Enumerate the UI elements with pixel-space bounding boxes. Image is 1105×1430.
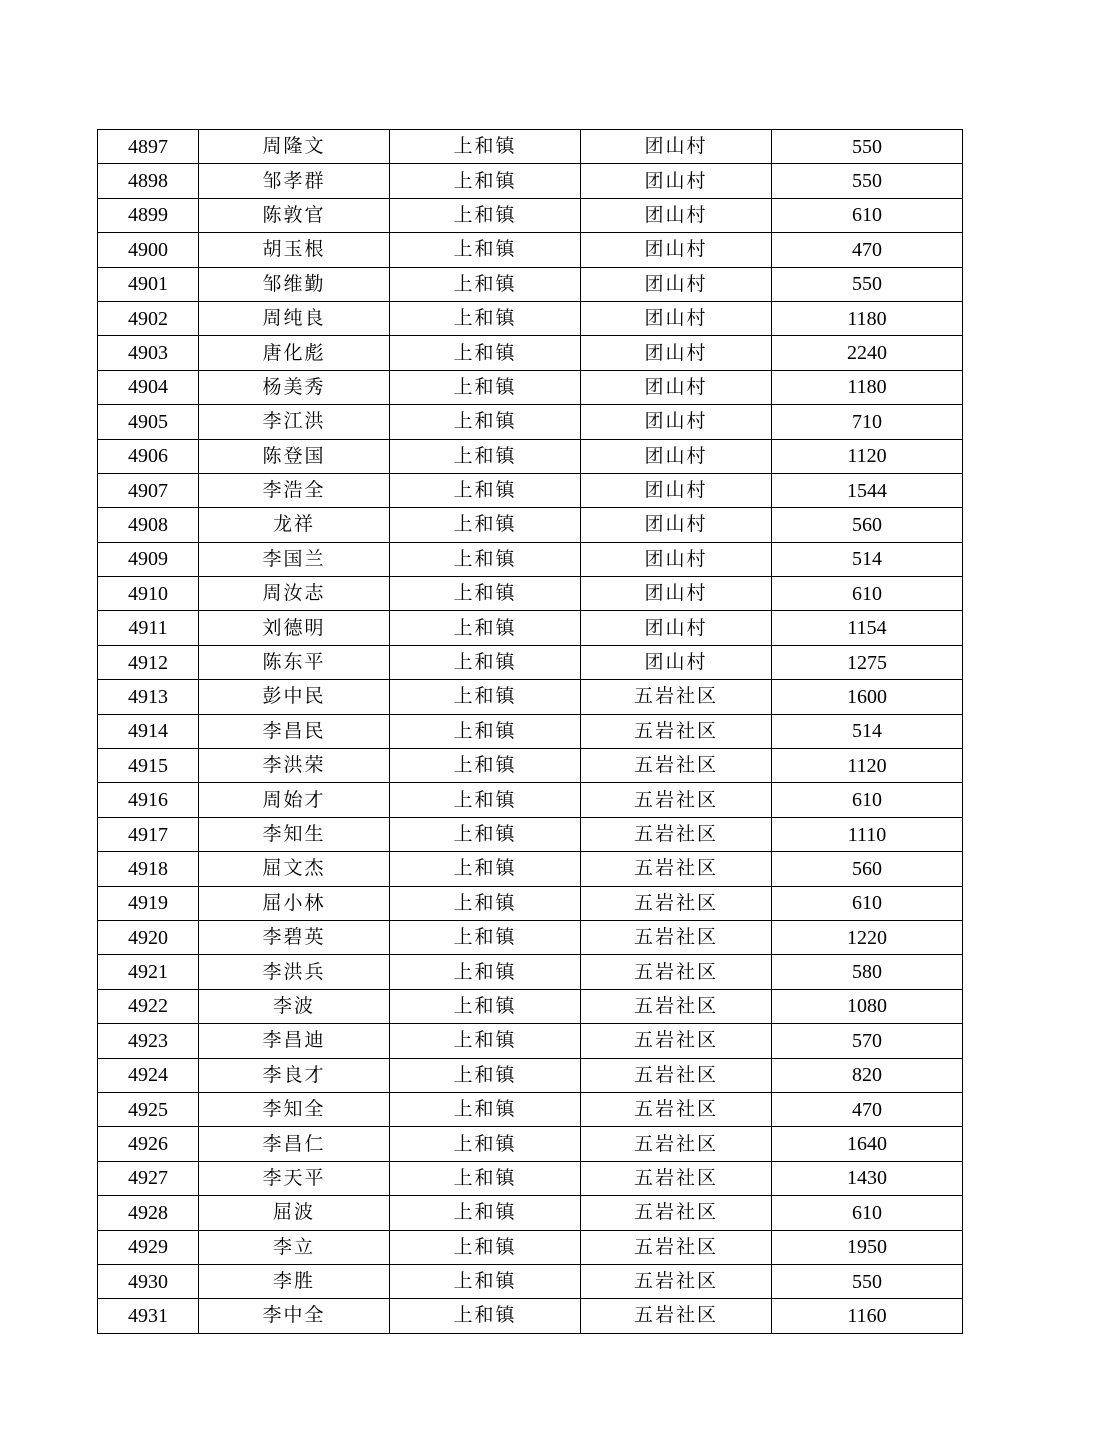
village-cell: 团山村	[581, 267, 772, 301]
amount-cell: 1080	[772, 989, 963, 1023]
name-cell: 李知全	[199, 1092, 390, 1126]
town-cell: 上和镇	[390, 336, 581, 370]
amount-cell: 710	[772, 405, 963, 439]
amount-cell: 470	[772, 1092, 963, 1126]
name-cell: 李昌仁	[199, 1127, 390, 1161]
town-cell: 上和镇	[390, 1024, 581, 1058]
table-row	[98, 130, 963, 164]
name-cell: 李知生	[199, 817, 390, 851]
row-number-cell: 4925	[98, 1092, 199, 1126]
village-cell: 五岩社区	[581, 886, 772, 920]
town-cell: 上和镇	[390, 783, 581, 817]
name-cell: 唐化彪	[199, 336, 390, 370]
row-number-cell: 4918	[98, 852, 199, 886]
town-cell: 上和镇	[390, 198, 581, 232]
table-row	[98, 749, 963, 783]
village-cell: 五岩社区	[581, 989, 772, 1023]
town-cell: 上和镇	[390, 1299, 581, 1333]
town-cell: 上和镇	[390, 817, 581, 851]
town-cell: 上和镇	[390, 989, 581, 1023]
amount-cell: 1950	[772, 1230, 963, 1264]
amount-cell: 610	[772, 1196, 963, 1230]
name-cell: 彭中民	[199, 680, 390, 714]
row-number-cell: 4924	[98, 1058, 199, 1092]
amount-cell: 570	[772, 1024, 963, 1058]
row-number-cell: 4906	[98, 439, 199, 473]
row-number-cell: 4931	[98, 1299, 199, 1333]
town-cell: 上和镇	[390, 680, 581, 714]
town-cell: 上和镇	[390, 1196, 581, 1230]
table-row	[98, 783, 963, 817]
table-row	[98, 920, 963, 954]
row-number-cell: 4907	[98, 473, 199, 507]
row-number-cell: 4908	[98, 508, 199, 542]
name-cell: 李昌民	[199, 714, 390, 748]
table-row	[98, 886, 963, 920]
table-row	[98, 714, 963, 748]
village-cell: 五岩社区	[581, 920, 772, 954]
row-number-cell: 4922	[98, 989, 199, 1023]
town-cell: 上和镇	[390, 955, 581, 989]
town-cell: 上和镇	[390, 1161, 581, 1195]
amount-cell: 550	[772, 130, 963, 164]
table-row	[98, 301, 963, 335]
table-row	[98, 852, 963, 886]
roster-table	[97, 129, 963, 1334]
row-number-cell: 4899	[98, 198, 199, 232]
name-cell: 刘德明	[199, 611, 390, 645]
village-cell: 五岩社区	[581, 1264, 772, 1298]
row-number-cell: 4930	[98, 1264, 199, 1298]
name-cell: 李立	[199, 1230, 390, 1264]
name-cell: 李良才	[199, 1058, 390, 1092]
amount-cell: 514	[772, 714, 963, 748]
table-row	[98, 508, 963, 542]
name-cell: 李浩全	[199, 473, 390, 507]
town-cell: 上和镇	[390, 1092, 581, 1126]
village-cell: 团山村	[581, 164, 772, 198]
table-row	[98, 817, 963, 851]
town-cell: 上和镇	[390, 473, 581, 507]
amount-cell: 1220	[772, 920, 963, 954]
village-cell: 五岩社区	[581, 749, 772, 783]
town-cell: 上和镇	[390, 577, 581, 611]
row-number-cell: 4897	[98, 130, 199, 164]
table-row	[98, 1092, 963, 1126]
amount-cell: 1180	[772, 301, 963, 335]
row-number-cell: 4914	[98, 714, 199, 748]
village-cell: 五岩社区	[581, 955, 772, 989]
name-cell: 龙祥	[199, 508, 390, 542]
village-cell: 团山村	[581, 233, 772, 267]
town-cell: 上和镇	[390, 920, 581, 954]
row-number-cell: 4926	[98, 1127, 199, 1161]
amount-cell: 1275	[772, 645, 963, 679]
village-cell: 团山村	[581, 577, 772, 611]
name-cell: 陈东平	[199, 645, 390, 679]
name-cell: 李胜	[199, 1264, 390, 1298]
row-number-cell: 4917	[98, 817, 199, 851]
village-cell: 五岩社区	[581, 1092, 772, 1126]
town-cell: 上和镇	[390, 645, 581, 679]
table-row	[98, 473, 963, 507]
row-number-cell: 4920	[98, 920, 199, 954]
table-row	[98, 542, 963, 576]
table-row	[98, 611, 963, 645]
row-number-cell: 4913	[98, 680, 199, 714]
row-number-cell: 4915	[98, 749, 199, 783]
village-cell: 五岩社区	[581, 714, 772, 748]
row-number-cell: 4916	[98, 783, 199, 817]
town-cell: 上和镇	[390, 301, 581, 335]
name-cell: 李洪兵	[199, 955, 390, 989]
village-cell: 团山村	[581, 130, 772, 164]
village-cell: 团山村	[581, 439, 772, 473]
row-number-cell: 4900	[98, 233, 199, 267]
amount-cell: 1544	[772, 473, 963, 507]
name-cell: 屈文杰	[199, 852, 390, 886]
amount-cell: 550	[772, 1264, 963, 1298]
village-cell: 团山村	[581, 542, 772, 576]
row-number-cell: 4910	[98, 577, 199, 611]
village-cell: 团山村	[581, 508, 772, 542]
row-number-cell: 4911	[98, 611, 199, 645]
table-row	[98, 405, 963, 439]
amount-cell: 1120	[772, 749, 963, 783]
town-cell: 上和镇	[390, 405, 581, 439]
town-cell: 上和镇	[390, 886, 581, 920]
table-row	[98, 1264, 963, 1298]
table-row	[98, 1299, 963, 1333]
village-cell: 五岩社区	[581, 1196, 772, 1230]
row-number-cell: 4927	[98, 1161, 199, 1195]
village-cell: 五岩社区	[581, 852, 772, 886]
amount-cell: 560	[772, 508, 963, 542]
table-row	[98, 1058, 963, 1092]
name-cell: 周隆文	[199, 130, 390, 164]
name-cell: 周始才	[199, 783, 390, 817]
name-cell: 李波	[199, 989, 390, 1023]
town-cell: 上和镇	[390, 714, 581, 748]
name-cell: 屈小林	[199, 886, 390, 920]
village-cell: 五岩社区	[581, 1058, 772, 1092]
table-row	[98, 989, 963, 1023]
table-row	[98, 267, 963, 301]
row-number-cell: 4903	[98, 336, 199, 370]
village-cell: 团山村	[581, 611, 772, 645]
amount-cell: 2240	[772, 336, 963, 370]
town-cell: 上和镇	[390, 508, 581, 542]
amount-cell: 1154	[772, 611, 963, 645]
row-number-cell: 4919	[98, 886, 199, 920]
amount-cell: 1110	[772, 817, 963, 851]
village-cell: 五岩社区	[581, 1024, 772, 1058]
amount-cell: 1180	[772, 370, 963, 404]
town-cell: 上和镇	[390, 1264, 581, 1298]
row-number-cell: 4898	[98, 164, 199, 198]
town-cell: 上和镇	[390, 267, 581, 301]
town-cell: 上和镇	[390, 1230, 581, 1264]
amount-cell: 1640	[772, 1127, 963, 1161]
row-number-cell: 4904	[98, 370, 199, 404]
village-cell: 五岩社区	[581, 1161, 772, 1195]
table-row	[98, 955, 963, 989]
table-row	[98, 370, 963, 404]
town-cell: 上和镇	[390, 852, 581, 886]
table-row	[98, 164, 963, 198]
name-cell: 陈敦官	[199, 198, 390, 232]
row-number-cell: 4912	[98, 645, 199, 679]
row-number-cell: 4909	[98, 542, 199, 576]
amount-cell: 1430	[772, 1161, 963, 1195]
table-row	[98, 645, 963, 679]
name-cell: 李昌迪	[199, 1024, 390, 1058]
table-row	[98, 1161, 963, 1195]
amount-cell: 560	[772, 852, 963, 886]
row-number-cell: 4928	[98, 1196, 199, 1230]
amount-cell: 1600	[772, 680, 963, 714]
name-cell: 屈波	[199, 1196, 390, 1230]
village-cell: 团山村	[581, 198, 772, 232]
amount-cell: 550	[772, 267, 963, 301]
name-cell: 李国兰	[199, 542, 390, 576]
town-cell: 上和镇	[390, 749, 581, 783]
roster-table-body	[98, 130, 963, 1334]
village-cell: 五岩社区	[581, 1230, 772, 1264]
amount-cell: 610	[772, 783, 963, 817]
name-cell: 胡玉根	[199, 233, 390, 267]
amount-cell: 610	[772, 886, 963, 920]
name-cell: 邹孝群	[199, 164, 390, 198]
village-cell: 团山村	[581, 370, 772, 404]
amount-cell: 514	[772, 542, 963, 576]
row-number-cell: 4923	[98, 1024, 199, 1058]
amount-cell: 1160	[772, 1299, 963, 1333]
village-cell: 五岩社区	[581, 1299, 772, 1333]
name-cell: 李天平	[199, 1161, 390, 1195]
name-cell: 李江洪	[199, 405, 390, 439]
town-cell: 上和镇	[390, 439, 581, 473]
amount-cell: 1120	[772, 439, 963, 473]
name-cell: 李洪荣	[199, 749, 390, 783]
row-number-cell: 4921	[98, 955, 199, 989]
village-cell: 五岩社区	[581, 783, 772, 817]
town-cell: 上和镇	[390, 611, 581, 645]
village-cell: 团山村	[581, 405, 772, 439]
table-row	[98, 439, 963, 473]
table-row	[98, 1196, 963, 1230]
table-row	[98, 1024, 963, 1058]
village-cell: 五岩社区	[581, 1127, 772, 1161]
amount-cell: 610	[772, 198, 963, 232]
table-row	[98, 680, 963, 714]
village-cell: 团山村	[581, 645, 772, 679]
row-number-cell: 4901	[98, 267, 199, 301]
village-cell: 团山村	[581, 473, 772, 507]
name-cell: 杨美秀	[199, 370, 390, 404]
town-cell: 上和镇	[390, 164, 581, 198]
amount-cell: 580	[772, 955, 963, 989]
name-cell: 李碧英	[199, 920, 390, 954]
name-cell: 邹维勤	[199, 267, 390, 301]
table-row	[98, 198, 963, 232]
town-cell: 上和镇	[390, 542, 581, 576]
village-cell: 团山村	[581, 301, 772, 335]
row-number-cell: 4929	[98, 1230, 199, 1264]
amount-cell: 610	[772, 577, 963, 611]
town-cell: 上和镇	[390, 1058, 581, 1092]
town-cell: 上和镇	[390, 370, 581, 404]
table-row	[98, 1230, 963, 1264]
name-cell: 陈登国	[199, 439, 390, 473]
table-row	[98, 577, 963, 611]
name-cell: 周纯良	[199, 301, 390, 335]
row-number-cell: 4902	[98, 301, 199, 335]
town-cell: 上和镇	[390, 1127, 581, 1161]
table-row	[98, 1127, 963, 1161]
village-cell: 团山村	[581, 336, 772, 370]
village-cell: 五岩社区	[581, 817, 772, 851]
table-row	[98, 233, 963, 267]
town-cell: 上和镇	[390, 233, 581, 267]
name-cell: 李中全	[199, 1299, 390, 1333]
amount-cell: 820	[772, 1058, 963, 1092]
village-cell: 五岩社区	[581, 680, 772, 714]
town-cell: 上和镇	[390, 130, 581, 164]
row-number-cell: 4905	[98, 405, 199, 439]
name-cell: 周汝志	[199, 577, 390, 611]
amount-cell: 550	[772, 164, 963, 198]
amount-cell: 470	[772, 233, 963, 267]
table-row	[98, 336, 963, 370]
